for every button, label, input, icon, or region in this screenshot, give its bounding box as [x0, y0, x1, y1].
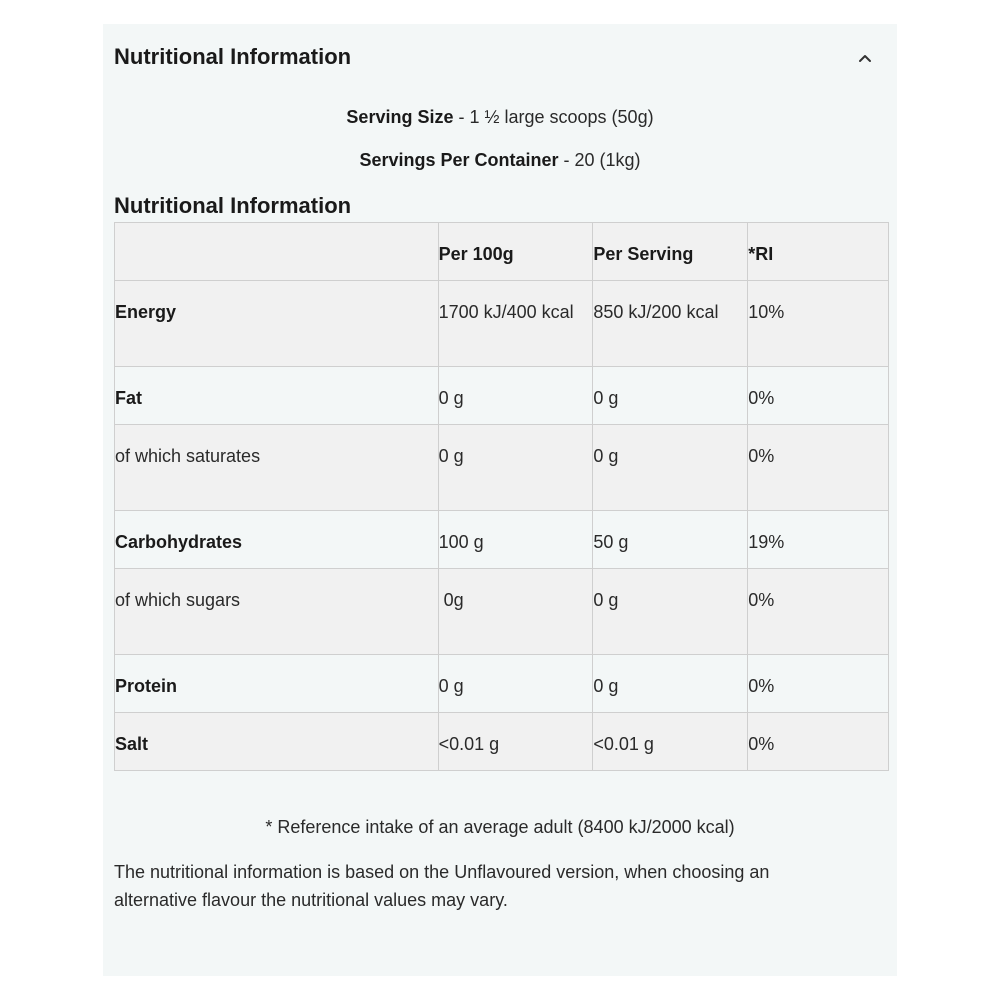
nutrition-panel: [103, 24, 897, 976]
nutrient-name: Fat: [115, 367, 439, 425]
nutrition-table: [114, 222, 889, 771]
value-ri: 0%: [748, 569, 889, 655]
serving-size-label: Serving Size: [346, 107, 454, 127]
header-cell-per-100g: Per 100g: [438, 223, 593, 281]
value-per-100g: <0.01 g: [438, 713, 593, 771]
nutrient-name: Carbohydrates: [115, 511, 439, 569]
value-per-serving: 850 kJ/200 kcal: [593, 281, 748, 367]
accordion-header[interactable]: [103, 24, 897, 94]
value-per-100g: 1700 kJ/400 kcal: [438, 281, 593, 367]
chevron-up-icon[interactable]: [855, 50, 875, 66]
value-per-serving: <0.01 g: [593, 713, 748, 771]
table-row-carbohydrates: [115, 511, 889, 569]
table-row-salt: [115, 713, 889, 771]
table-row-saturates: [115, 425, 889, 511]
value-per-100g: 0 g: [438, 425, 593, 511]
reference-intake-footnote: * Reference intake of an average adult (8400 kJ/2000 kcal): [265, 817, 735, 837]
nutrient-name: Energy: [115, 281, 439, 367]
value-ri: 0%: [748, 425, 889, 511]
value-ri: 0%: [748, 713, 889, 771]
value-per-100g: 0g: [438, 569, 593, 655]
table-row-sugars: [115, 569, 889, 655]
flavour-disclaimer: The nutritional information is based on the Unflavoured version, when choosing an alternative flavour the nutritional values may vary.: [114, 862, 770, 910]
value-ri: 0%: [748, 655, 889, 713]
accordion-title: Nutritional Information: [114, 44, 352, 69]
servings-per-container-value: - 20 (1kg): [558, 150, 641, 170]
header-cell-ri: *RI: [748, 223, 889, 281]
value-ri: 0%: [748, 367, 889, 425]
value-per-100g: 0 g: [438, 367, 593, 425]
header-cell-per-serving: Per Serving: [593, 223, 748, 281]
table-row-energy: [115, 281, 889, 367]
value-per-100g: 100 g: [438, 511, 593, 569]
table-row-protein: [115, 655, 889, 713]
value-per-serving: 50 g: [593, 511, 748, 569]
serving-size: [103, 107, 897, 128]
value-per-serving: 0 g: [593, 367, 748, 425]
value-per-serving: 0 g: [593, 425, 748, 511]
servings-per-container: [103, 150, 897, 171]
section-title: Nutritional Information: [114, 193, 352, 218]
value-ri: 10%: [748, 281, 889, 367]
value-ri: 19%: [748, 511, 889, 569]
nutrient-name: Protein: [115, 655, 439, 713]
nutrient-sub-name: of which sugars: [115, 569, 439, 655]
table-header-row: [115, 223, 889, 281]
nutrient-sub-name: of which saturates: [115, 425, 439, 511]
table-row-fat: [115, 367, 889, 425]
value-per-serving: 0 g: [593, 569, 748, 655]
header-cell-nutrient: [115, 223, 439, 281]
serving-size-value: - 1 ½ large scoops (50g): [453, 107, 654, 127]
value-per-100g: 0 g: [438, 655, 593, 713]
servings-per-container-label: Servings Per Container: [359, 150, 559, 170]
value-per-serving: 0 g: [593, 655, 748, 713]
nutrient-name: Salt: [115, 713, 439, 771]
